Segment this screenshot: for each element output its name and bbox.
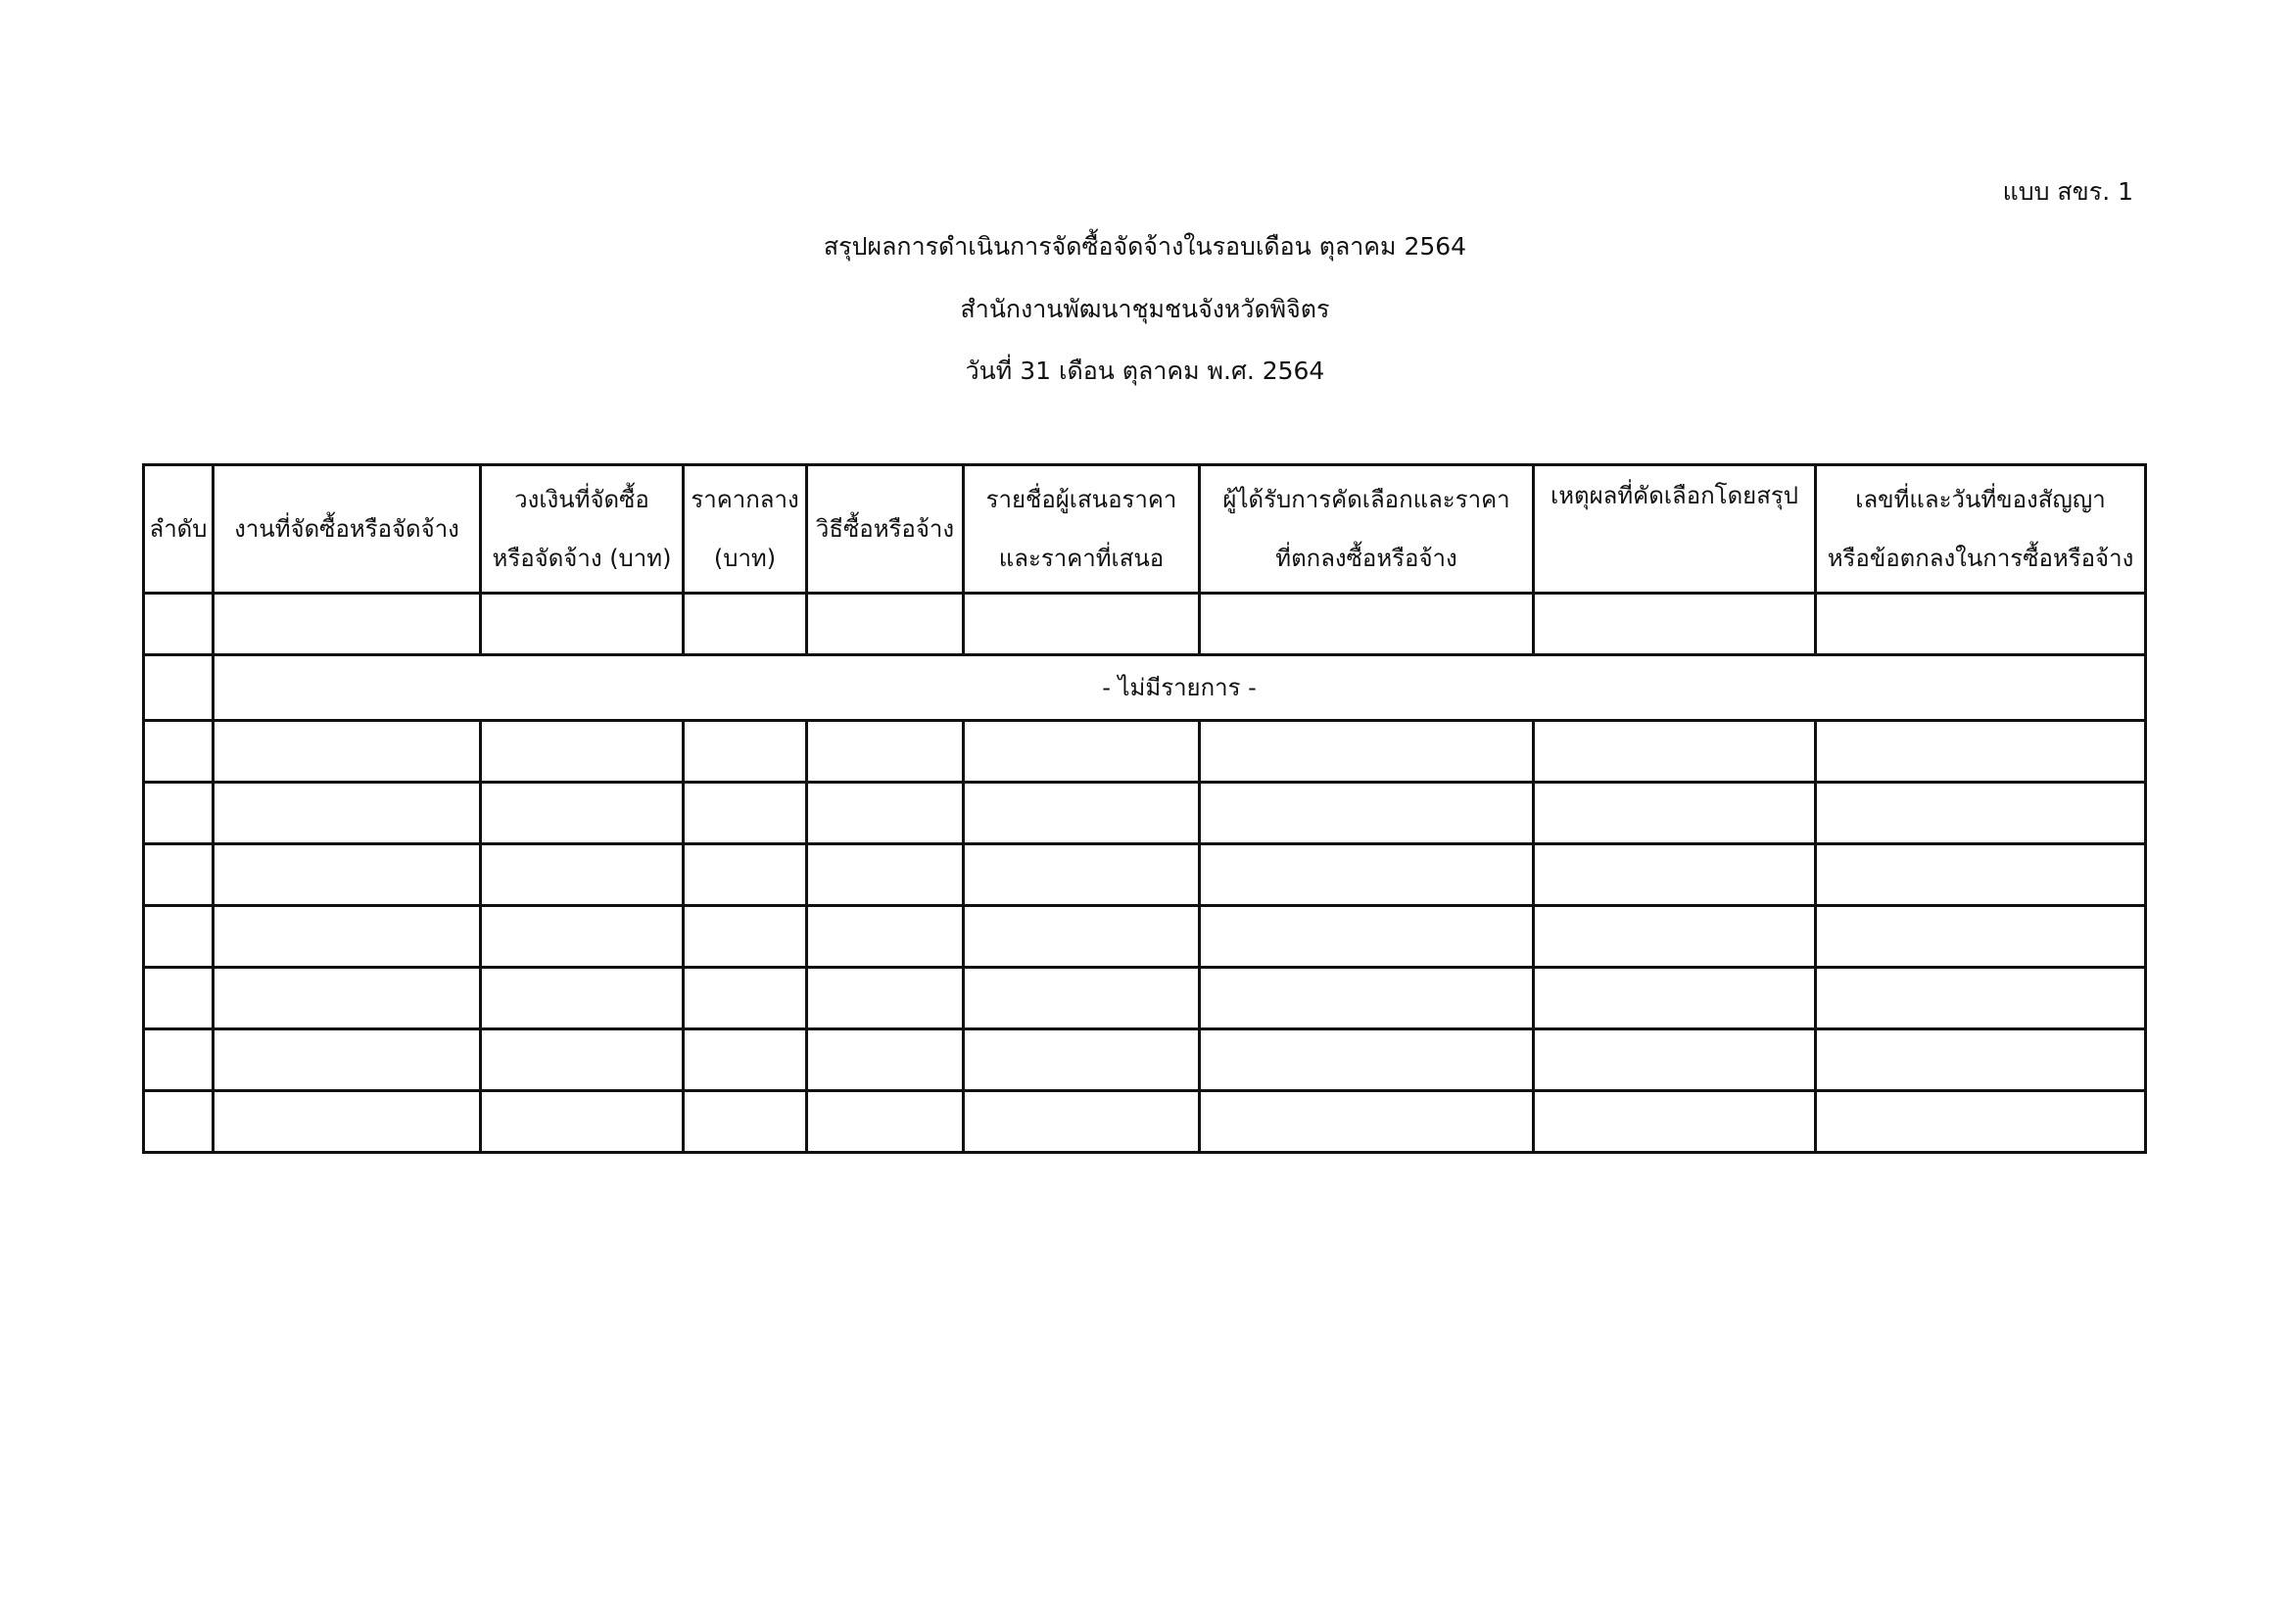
office-name: สำนักงานพัฒนาชุมชนจังหวัดพิจิตร [960,295,1330,323]
header-selection-reason [1534,465,1816,594]
table-cell [964,1029,1200,1091]
table-cell [1200,1029,1534,1091]
table-cell [481,968,684,1029]
table-cell [807,844,964,906]
header-reference-price-line2: (บาท) [713,545,777,572]
table-cell [964,1091,1200,1153]
form-code: แบบ สขร. 1 [2002,177,2133,206]
table-cell [1200,783,1534,844]
report-title: สรุปผลการดำเนินการจัดซื้อจัดจ้างในรอบเดือน ตุลาคม 2564 [823,232,1467,261]
no-items-row [144,655,2146,721]
table-cell [1816,721,2146,783]
table-cell [1534,906,1816,968]
header-selected-vendor-line2: ที่ตกลงซื้อหรือจ้าง [1275,545,1457,572]
table-cell [1200,844,1534,906]
table-cell [807,906,964,968]
header-contract-info [1816,465,2146,594]
header-selected-vendor-line1: ผู้ได้รับการคัดเลือกและราคา [1222,486,1510,513]
table-cell [1534,968,1816,1029]
table-cell [214,721,481,783]
header-procurement-method-label: วิธีซื้อหรือจ้าง [815,515,955,543]
table-cell [481,1091,684,1153]
table-cell [481,1029,684,1091]
header-sequence [144,465,214,594]
table-cell [144,655,214,721]
table-cell [144,968,214,1029]
table-row [144,1029,2146,1091]
header-reference-price [684,465,807,594]
table-cell [1200,1091,1534,1153]
table-row [144,906,2146,968]
table-cell [807,783,964,844]
table-cell [214,906,481,968]
table-cell [807,968,964,1029]
table-row [144,594,2146,655]
table-cell [214,844,481,906]
procurement-summary-table [142,463,2147,1154]
table-cell [1534,844,1816,906]
table-cell [1534,594,1816,655]
table-cell [481,594,684,655]
table-cell [1816,906,2146,968]
header-procurement-work-label: งานที่จัดซื้อหรือจัดจ้าง [234,515,459,543]
table-cell [144,844,214,906]
header-procurement-work [214,465,481,594]
header-bidders-line2: และราคาที่เสนอ [998,545,1165,572]
table-cell [214,968,481,1029]
table-cell [1200,594,1534,655]
table-cell [684,1029,807,1091]
header-reference-price-line1: ราคากลาง [691,486,799,513]
table-cell [481,783,684,844]
table-cell [144,1029,214,1091]
header-budget-line1: วงเงินที่จัดซื้อ [514,486,649,513]
table-cell [964,968,1200,1029]
table-cell [964,594,1200,655]
table-row [144,844,2146,906]
table-cell [684,783,807,844]
header-sequence-label: ลำดับ [149,515,208,543]
table-cell [214,594,481,655]
table-cell [1816,844,2146,906]
table-cell [1816,594,2146,655]
header-budget [481,465,684,594]
table-cell [807,594,964,655]
header-selected-vendor [1200,465,1534,594]
table-cell [1200,968,1534,1029]
table-cell [684,844,807,906]
header-budget-line2: หรือจัดจ้าง (บาท) [492,545,672,572]
table-cell [684,968,807,1029]
table-cell [684,906,807,968]
table-header-row [144,465,2146,594]
table-cell [964,906,1200,968]
table-cell [144,1091,214,1153]
table-cell [1816,783,2146,844]
header-contract-info-line2: หรือข้อตกลงในการซื้อหรือจ้าง [1827,545,2134,572]
table-row [144,783,2146,844]
header-procurement-method [807,465,964,594]
table-cell [144,721,214,783]
table-cell [1534,1091,1816,1153]
table-cell [1816,1091,2146,1153]
table-cell [214,1029,481,1091]
table-cell [144,594,214,655]
table-cell [807,1091,964,1153]
header-bidders-line1: รายชื่อผู้เสนอราคา [985,486,1177,513]
table-cell [684,1091,807,1153]
table-cell [964,783,1200,844]
header-contract-info-line1: เลขที่และวันที่ของสัญญา [1855,486,2106,513]
table-cell [807,721,964,783]
table-cell [1200,906,1534,968]
table-cell [214,1091,481,1153]
table-cell [1534,783,1816,844]
table-cell [1200,721,1534,783]
table-row [144,721,2146,783]
table-cell [214,783,481,844]
header-selection-reason-label: เหตุผลที่คัดเลือกโดยสรุป [1550,482,1798,509]
table-cell [144,783,214,844]
table-cell [1816,968,2146,1029]
header-bidders [964,465,1200,594]
table-cell [964,844,1200,906]
table-cell [481,906,684,968]
no-items-message: - ไม่มีรายการ - [214,655,2146,721]
table-cell [481,844,684,906]
table-cell [144,906,214,968]
table-cell [684,594,807,655]
table-cell [481,721,684,783]
table-cell [964,721,1200,783]
table-cell [1534,721,1816,783]
table-cell [684,721,807,783]
table-cell [807,1029,964,1091]
table-row [144,968,2146,1029]
table-cell [1816,1029,2146,1091]
table-cell [1534,1029,1816,1091]
report-date: วันที่ 31 เดือน ตุลาคม พ.ศ. 2564 [965,357,1325,385]
table-row [144,1091,2146,1153]
